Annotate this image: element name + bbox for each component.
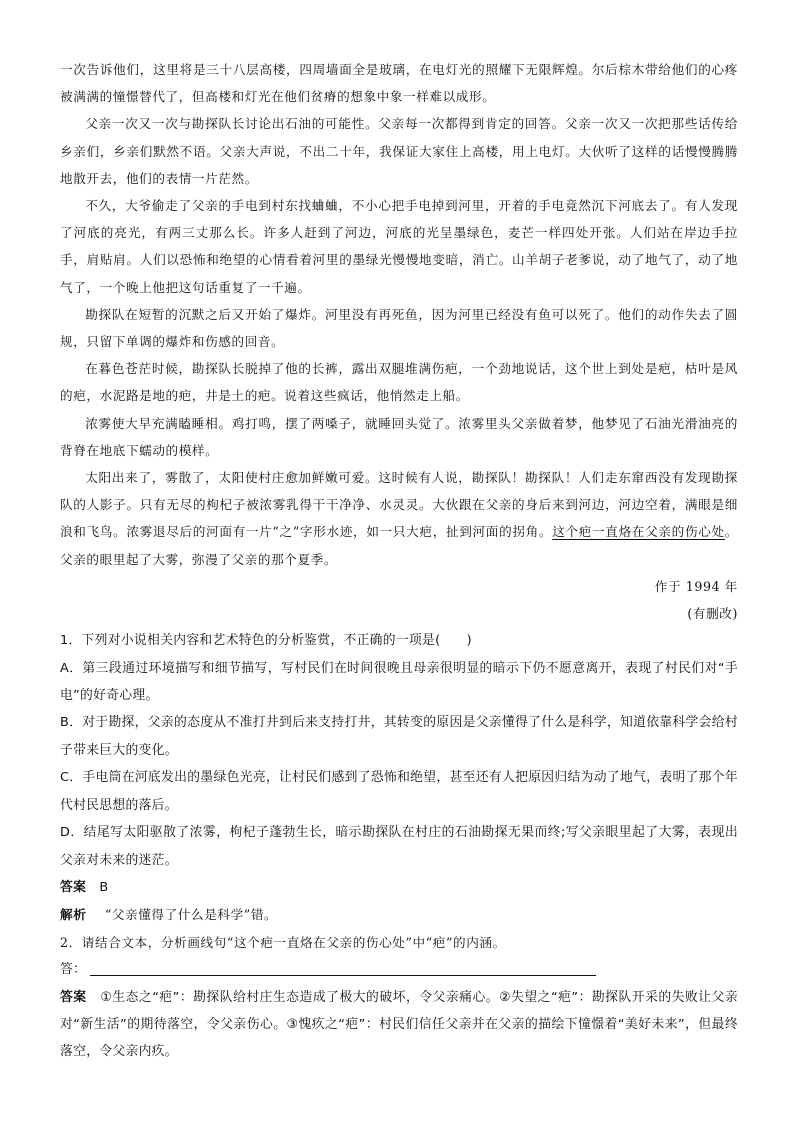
story-date: 作于 1994 年 [654, 578, 738, 594]
option-a: A．第三段通过环境描写和细节描写，写村民们在时间很晚且母亲很明显的暗示下仍不愿意离开，表现了村民们对“手电”的好奇心理。 [60, 660, 738, 704]
story-paragraph-2: 父亲一次又一次与勘探队长讨论出石油的可能性。父亲每一次都得到肯定的回答。父亲一次又一次把那些话传给乡亲们，乡亲们默然不语。父亲大声说，不出二十年，我保证大家住上高楼，用上电灯。大伙听了这样的话慢慢腾腾地散开去，他们的表情一片茫然。 [60, 116, 738, 186]
question-2-answer [60, 984, 738, 1066]
answer-prompt: 答： [60, 962, 87, 978]
document-page [60, 56, 738, 1066]
answer-text-2: ①生态之“疤”：勘探队给村庄生态造成了极大的破坏，令父亲痛心。②失望之“疤”：勘探队开采的失败让父亲对“新生活”的期待落空，令父亲伤心。③愧疚之“疤”：村民们信任父亲并在父亲的描绘下憧憬着“美好未来”，但最终落空，令父亲内疚。 [60, 989, 738, 1060]
question-1-answer [60, 874, 738, 901]
story-paragraph-4: 勘探队在短暂的沉默之后又开始了爆炸。河里没有再死鱼，因为河里已经没有鱼可以死了。他们的动作失去了圆规，只留下单调的爆炸和伤感的回音。 [60, 306, 738, 350]
story-paragraph-3: 不久，大爷偷走了父亲的手电到村东找蛐蛐，不小心把手电掉到河里，开着的手电竟然沉下河底去了。有人发现了河底的亮光，有两三丈那么长。许多人赶到了河边，河底的光呈墨绿色，麦芒一样四处开张。人们站在岸边手拉手，肩贴肩。人们以恐怖和绝望的心情看着河里的墨绿光慢慢地变暗，消亡。山羊胡子老爹说，动了地气了，动了地气了，一个晚上他把这句话重复了一千遍。 [60, 198, 738, 295]
option-d: D．结尾写太阳驱散了浓雾，枸杞子蓬勃生长，暗示勘探队在村庄的石油勘探无果而终;写父亲眼里起了大雾，表现出父亲对未来的迷茫。 [60, 825, 738, 868]
question-2-answer-line [60, 956, 738, 983]
underlined-sentence: 这个疤一直烙在父亲的伤心处 [552, 524, 725, 540]
answer-blank-line [90, 960, 596, 976]
option-c: C．手电筒在河底发出的墨绿色光亮，让村民们感到了恐怖和绝望，甚至还有人把原因归结为动了地气，表明了那个年代村民思想的落后。 [60, 770, 738, 813]
paragraph-7-tail: 。父亲的眼里起了大雾，弥漫了父亲的那个夏季。 [60, 524, 738, 567]
story-paragraph-1: 一次告诉他们，这里将是三十八层高楼，四周墙面全是玻璃，在电灯光的照耀下无限辉煌。尔后棕木带给他们的心疼被满满的憧憬替代了，但高楼和灯光在他们贫瘠的想象中象一样难以成形。 [60, 62, 738, 105]
story-paragraph-5: 在暮色苍茫时候，勘探队长脱掉了他的长裤，露出双腿堆满伤疤，一个劲地说话，这个世上到处是疤，枯叶是风的疤，水泥路是地的疤，井是土的疤。说着这些疯话，他悄然走上船。 [60, 361, 738, 404]
story-note: (有删改) [687, 606, 738, 622]
story-paragraph-6: 浓雾使大早充满瞌睡相。鸡打鸣，摆了两嗓子，就睡回头觉了。浓雾里头父亲做着梦，他梦见了石油光滑油亮的背脊在地底下蠕动的模样。 [60, 415, 738, 458]
question-2-stem: 2．请结合文本，分析画线句“这个疤一直烙在父亲的伤心处”中“疤”的内涵。 [60, 934, 506, 950]
question-1-stem: 1．下列对小说相关内容和艺术特色的分析鉴赏，不正确的一项是( ) [60, 633, 472, 649]
answer-label-2: 答案 [60, 989, 87, 1005]
story-paragraph-7 [60, 464, 738, 573]
option-b: B．对于勘探，父亲的态度从不准打井到后来支持打井，其转变的原因是父亲懂得了什么是科学，知道依靠科学会给村子带来巨大的变化。 [60, 715, 738, 758]
paragraph-7-text: 太阳出来了，雾散了，太阳使村庄愈加鲜嫩可爱。这时候有人说，勘探队！勘探队！人们走东窜西没有发现勘探队的人影子。只有无尽的枸杞子被浓雾乳得干干净净、水灵灵。大伙跟在父亲的身后来到河边，河边空着，满眼是细浪和飞鸟。浓雾退尽后的河面有一片“之”字形水迹，如一只大疤，扯到河面的拐角。 [60, 470, 738, 540]
answer-label: 答案 [60, 879, 87, 895]
question-1-explanation [60, 901, 738, 928]
answer-value: B [99, 879, 109, 895]
explanation-text: “父亲懂得了什么是科学”错。 [104, 907, 278, 923]
explanation-label: 解析 [60, 907, 87, 923]
